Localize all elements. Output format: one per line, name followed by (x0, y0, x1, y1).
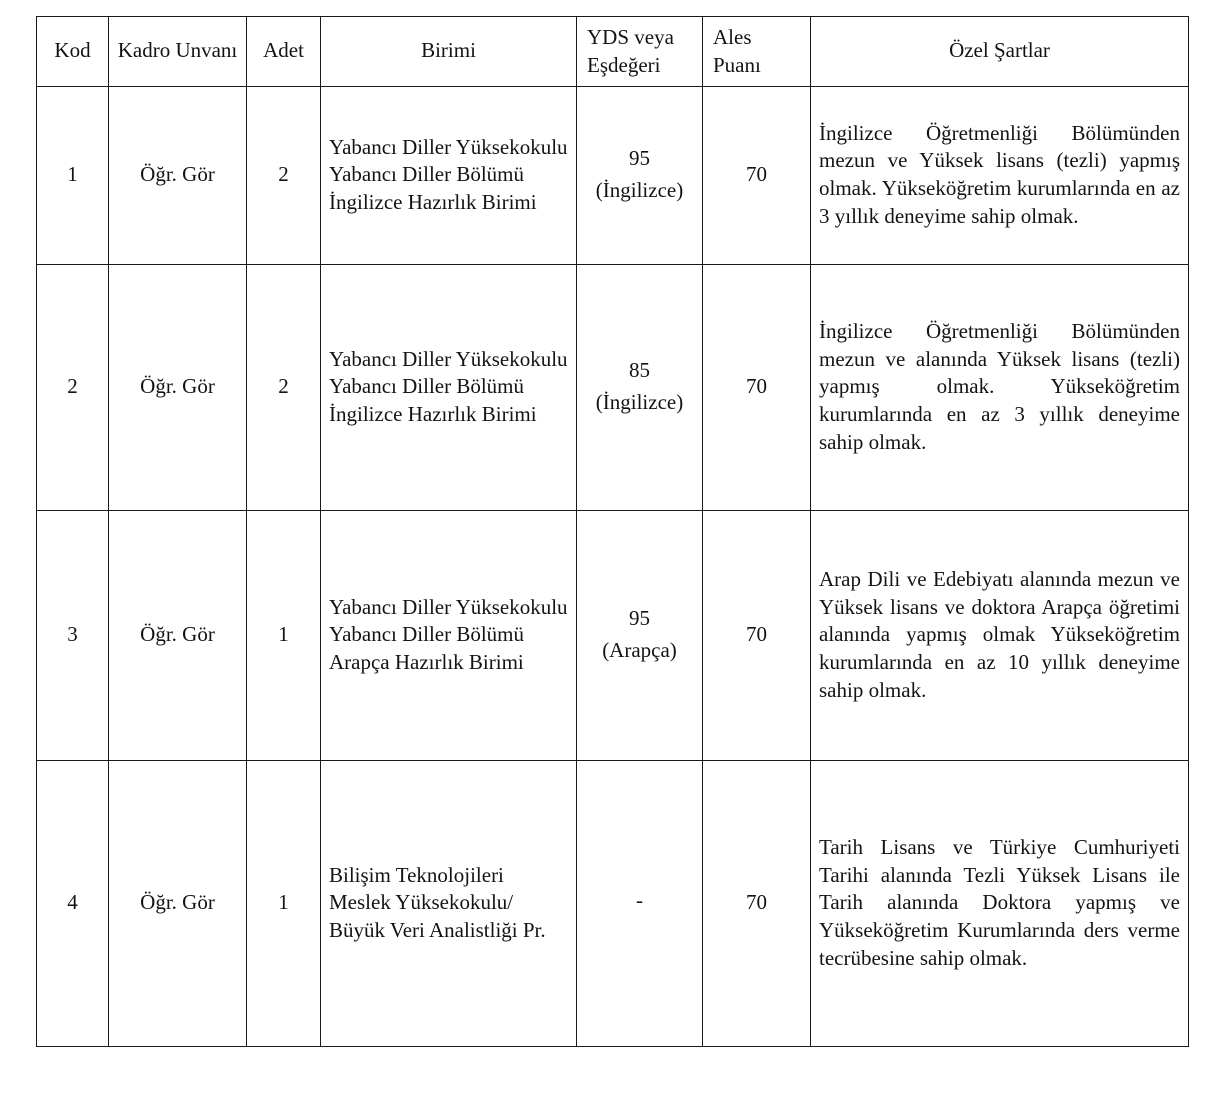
cell-yds-puan: 85 (629, 358, 650, 383)
header-kadro-unvani: Kadro Unvanı (109, 17, 247, 87)
cell-kod: 3 (37, 510, 109, 760)
cell-yds (577, 510, 703, 760)
header-ales (703, 17, 811, 87)
cell-birimi: Bilişim Teknolojileri Meslek Yüksekokulu/ Büyük Veri Analistliği Pr. (321, 760, 577, 1046)
header-ozel-sartlar: Özel Şartlar (811, 17, 1189, 87)
cell-birimi: Yabancı Diller Yüksekokulu Yabancı Diller Bölümü Arapça Hazırlık Birimi (321, 510, 577, 760)
header-kod: Kod (37, 17, 109, 87)
cell-ozel-sartlar: Arap Dili ve Edebiyatı alanında mezun ve Yüksek lisans ve doktora Arapça öğretimi alanında yapmış olmak Yükseköğretim kurumlarında en az 10 yıllık deneyime sahip olmak. (811, 510, 1189, 760)
cell-yds (577, 86, 703, 264)
cell-ozel-sartlar: İngilizce Öğretmenliği Bölümünden mezun ve Yüksek lisans (tezli) yapmış olmak. Yükseköğretim kurumlarında en az 3 yıllık deneyime sahip olmak. (811, 86, 1189, 264)
cell-yds-puan: 95 (629, 146, 650, 171)
cell-ales: 70 (703, 510, 811, 760)
header-yds-line2: Eşdeğeri (587, 53, 661, 78)
cell-kod: 4 (37, 760, 109, 1046)
cell-ozel-sartlar: Tarih Lisans ve Türkiye Cumhuriyeti Tarihi alanında Tezli Yüksek Lisans ile Tarih alanında Doktora yapmış ve Yükseköğretim Kurumlarında ders verme tecrübesine sahip olmak. (811, 760, 1189, 1046)
cell-kadro-unvani: Öğr. Gör (109, 510, 247, 760)
cell-yds-dil: (İngilizce) (595, 390, 684, 415)
cell-ozel-sartlar: İngilizce Öğretmenliği Bölümünden mezun ve alanında Yüksek lisans (tezli) yapmış olmak. Yükseköğretim kurumlarında en az 3 yıllık deneyime sahip olmak. (811, 264, 1189, 510)
cell-kod: 1 (37, 86, 109, 264)
table-header (37, 17, 1189, 87)
cell-adet: 2 (247, 264, 321, 510)
cell-yds-puan: 95 (629, 606, 650, 631)
cell-ales: 70 (703, 86, 811, 264)
cell-kod: 2 (37, 264, 109, 510)
header-yds (577, 17, 703, 87)
cell-kadro-unvani: Öğr. Gör (109, 86, 247, 264)
cell-yds (577, 264, 703, 510)
cell-adet: 1 (247, 510, 321, 760)
table-row (37, 760, 1189, 1046)
cell-adet: 1 (247, 760, 321, 1046)
header-adet: Adet (247, 17, 321, 87)
cell-kadro-unvani: Öğr. Gör (109, 760, 247, 1046)
academic-positions-table (36, 16, 1189, 1047)
header-birimi: Birimi (321, 17, 577, 87)
cell-yds (577, 760, 703, 1046)
header-row (37, 17, 1189, 87)
header-ales-line2: Puanı (713, 53, 761, 78)
header-ales-line1: Ales (713, 25, 752, 49)
cell-birimi: Yabancı Diller Yüksekokulu Yabancı Diller Bölümü İngilizce Hazırlık Birimi (321, 86, 577, 264)
table-row (37, 86, 1189, 264)
cell-yds-dil: (Arapça) (602, 638, 677, 663)
cell-adet: 2 (247, 86, 321, 264)
table-row (37, 510, 1189, 760)
table-row (37, 264, 1189, 510)
cell-ales: 70 (703, 760, 811, 1046)
cell-ales: 70 (703, 264, 811, 510)
header-yds-line1: YDS veya (587, 25, 674, 49)
table-body (37, 86, 1189, 1046)
cell-birimi: Yabancı Diller Yüksekokulu Yabancı Diller Bölümü İngilizce Hazırlık Birimi (321, 264, 577, 510)
cell-kadro-unvani: Öğr. Gör (109, 264, 247, 510)
cell-yds-dil: (İngilizce) (595, 178, 684, 203)
cell-yds-puan: - (636, 888, 643, 913)
